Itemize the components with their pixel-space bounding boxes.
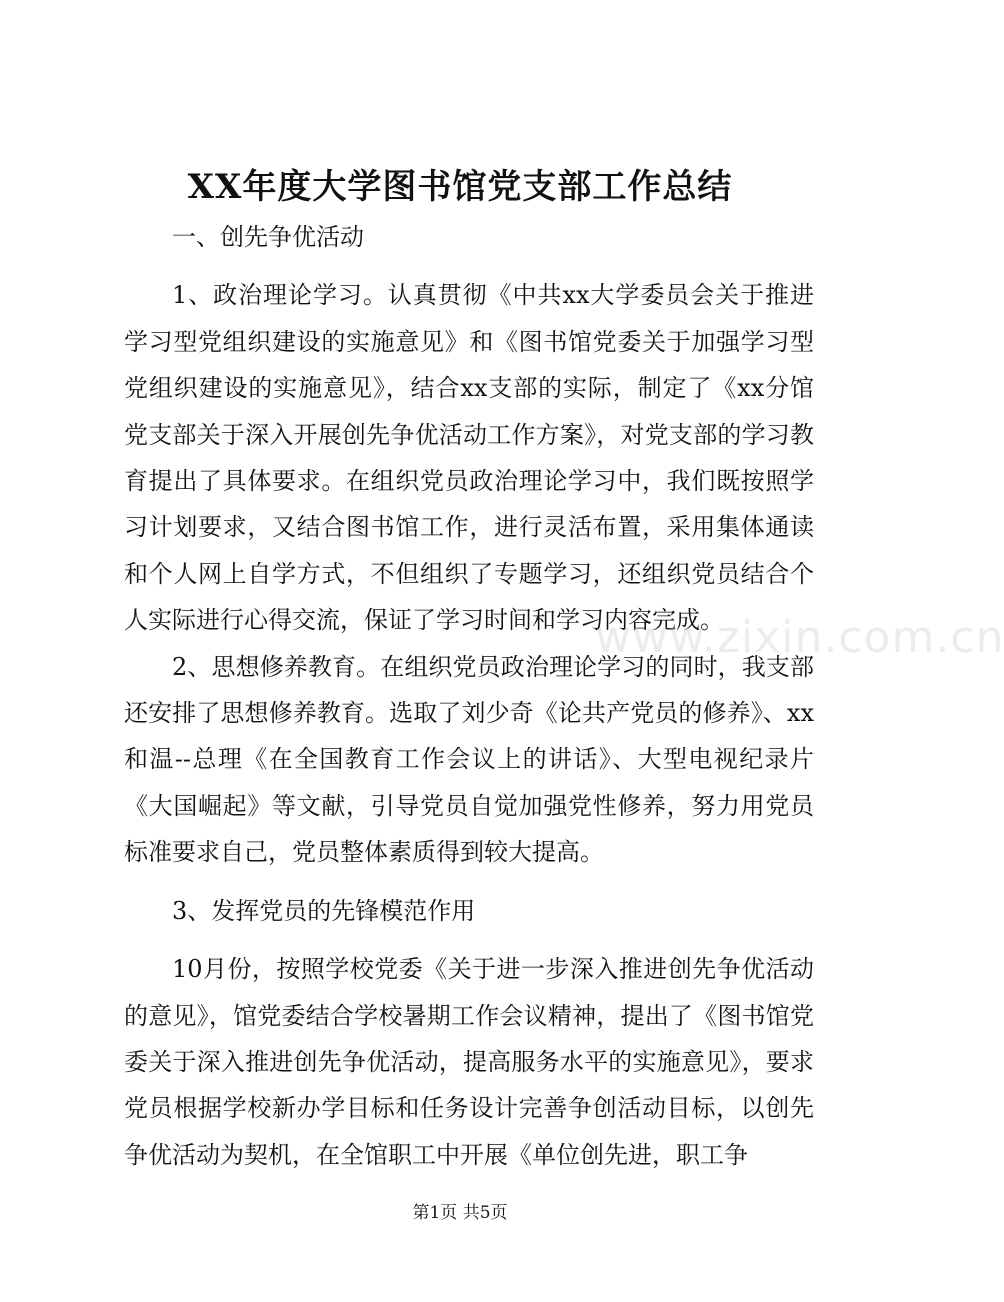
subsection-heading: 3、发挥党员的先锋模范作用	[172, 896, 476, 925]
document-title: XX年度大学图书馆党支部工作总结	[187, 167, 733, 207]
watermark: www.zixin.com.cn	[595, 612, 1004, 663]
paragraph: 1、政治理论学习。认真贯彻《中共xx大学委员会关于推进学习型党组织建设的实施意见》和《图书馆党委关于加强学习型党组织建设的实施意见》，结合xx支部的实际，制定了《xx分馆党支部关于深入开展创先争优活动工作方案》，对党支部的学习教育提出了具体要求。在组织党员政治理论学习中，我们既按照学习计划要求，又结合图书馆工作，进行灵活布置，采用集体通读和个人网上自学方式，不但组织了专题学习，还组织党员结合个人实际进行心得交流，保证了学习时间和学习内容完成。	[124, 281, 814, 635]
document-body	[124, 214, 814, 1178]
section-heading: 一、创先争优活动	[172, 223, 364, 251]
paragraph: 10月份，按照学校党委《关于进一步深入推进创先争优活动的意见》，馆党委结合学校暑期工作会议精神，提出了《图书馆党委关于深入推进创先争优活动，提高服务水平的实施意见》，要求党员根据学校新办学目标和任务设计完善争创活动目标，以创先争优活动为契机，在全馆职工中开展《单位创先进，职工争	[124, 955, 814, 1169]
page-footer: 第1页 共5页	[412, 1203, 508, 1223]
paragraph: 2、思想修养教育。在组织党员政治理论学习的同时，我支部还安排了思想修养教育。选取了刘少奇《论共产党员的修养》、xx和温--总理《在全国教育工作会议上的讲话》、大型电视纪录片《大国崛起》等文献，引导党员自觉加强党性修养，努力用党员标准要求自己，党员整体素质得到较大提高。	[124, 652, 814, 867]
